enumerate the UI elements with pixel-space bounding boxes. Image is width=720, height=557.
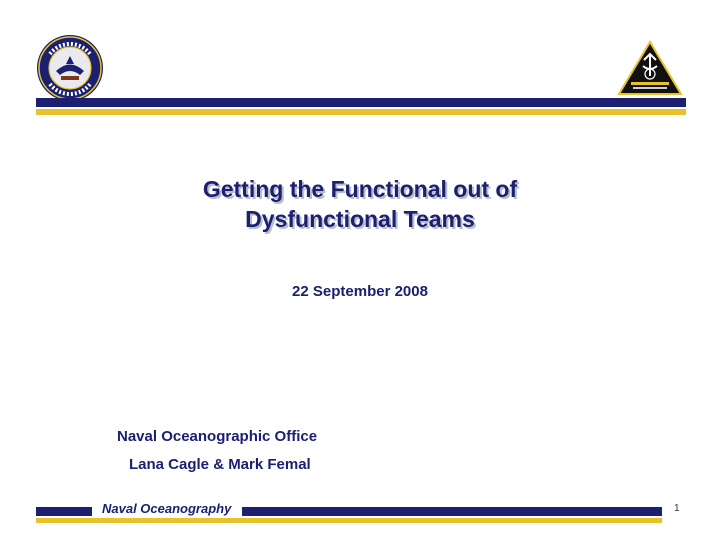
footer-navy-bar-left (36, 507, 92, 516)
footer-navy-bar-right (242, 507, 662, 516)
title-line-2: Dysfunctional Teams (245, 206, 475, 232)
footer-gold-bar (36, 518, 662, 523)
navy-seal-logo (36, 34, 104, 102)
title-line-1: Getting the Functional out of (202, 176, 518, 202)
slide-date: 22 September 2008 (292, 283, 428, 300)
oceanography-command-emblem (617, 40, 683, 96)
header-navy-bar (36, 98, 686, 107)
header-gold-bar (36, 109, 686, 115)
authors: Lana Cagle & Mark Femal (129, 456, 311, 473)
page-number: 1 (674, 503, 680, 514)
footer-brand: Naval Oceanography (102, 501, 232, 516)
slide-title (0, 174, 720, 234)
organization-name: Naval Oceanographic Office (117, 428, 318, 445)
